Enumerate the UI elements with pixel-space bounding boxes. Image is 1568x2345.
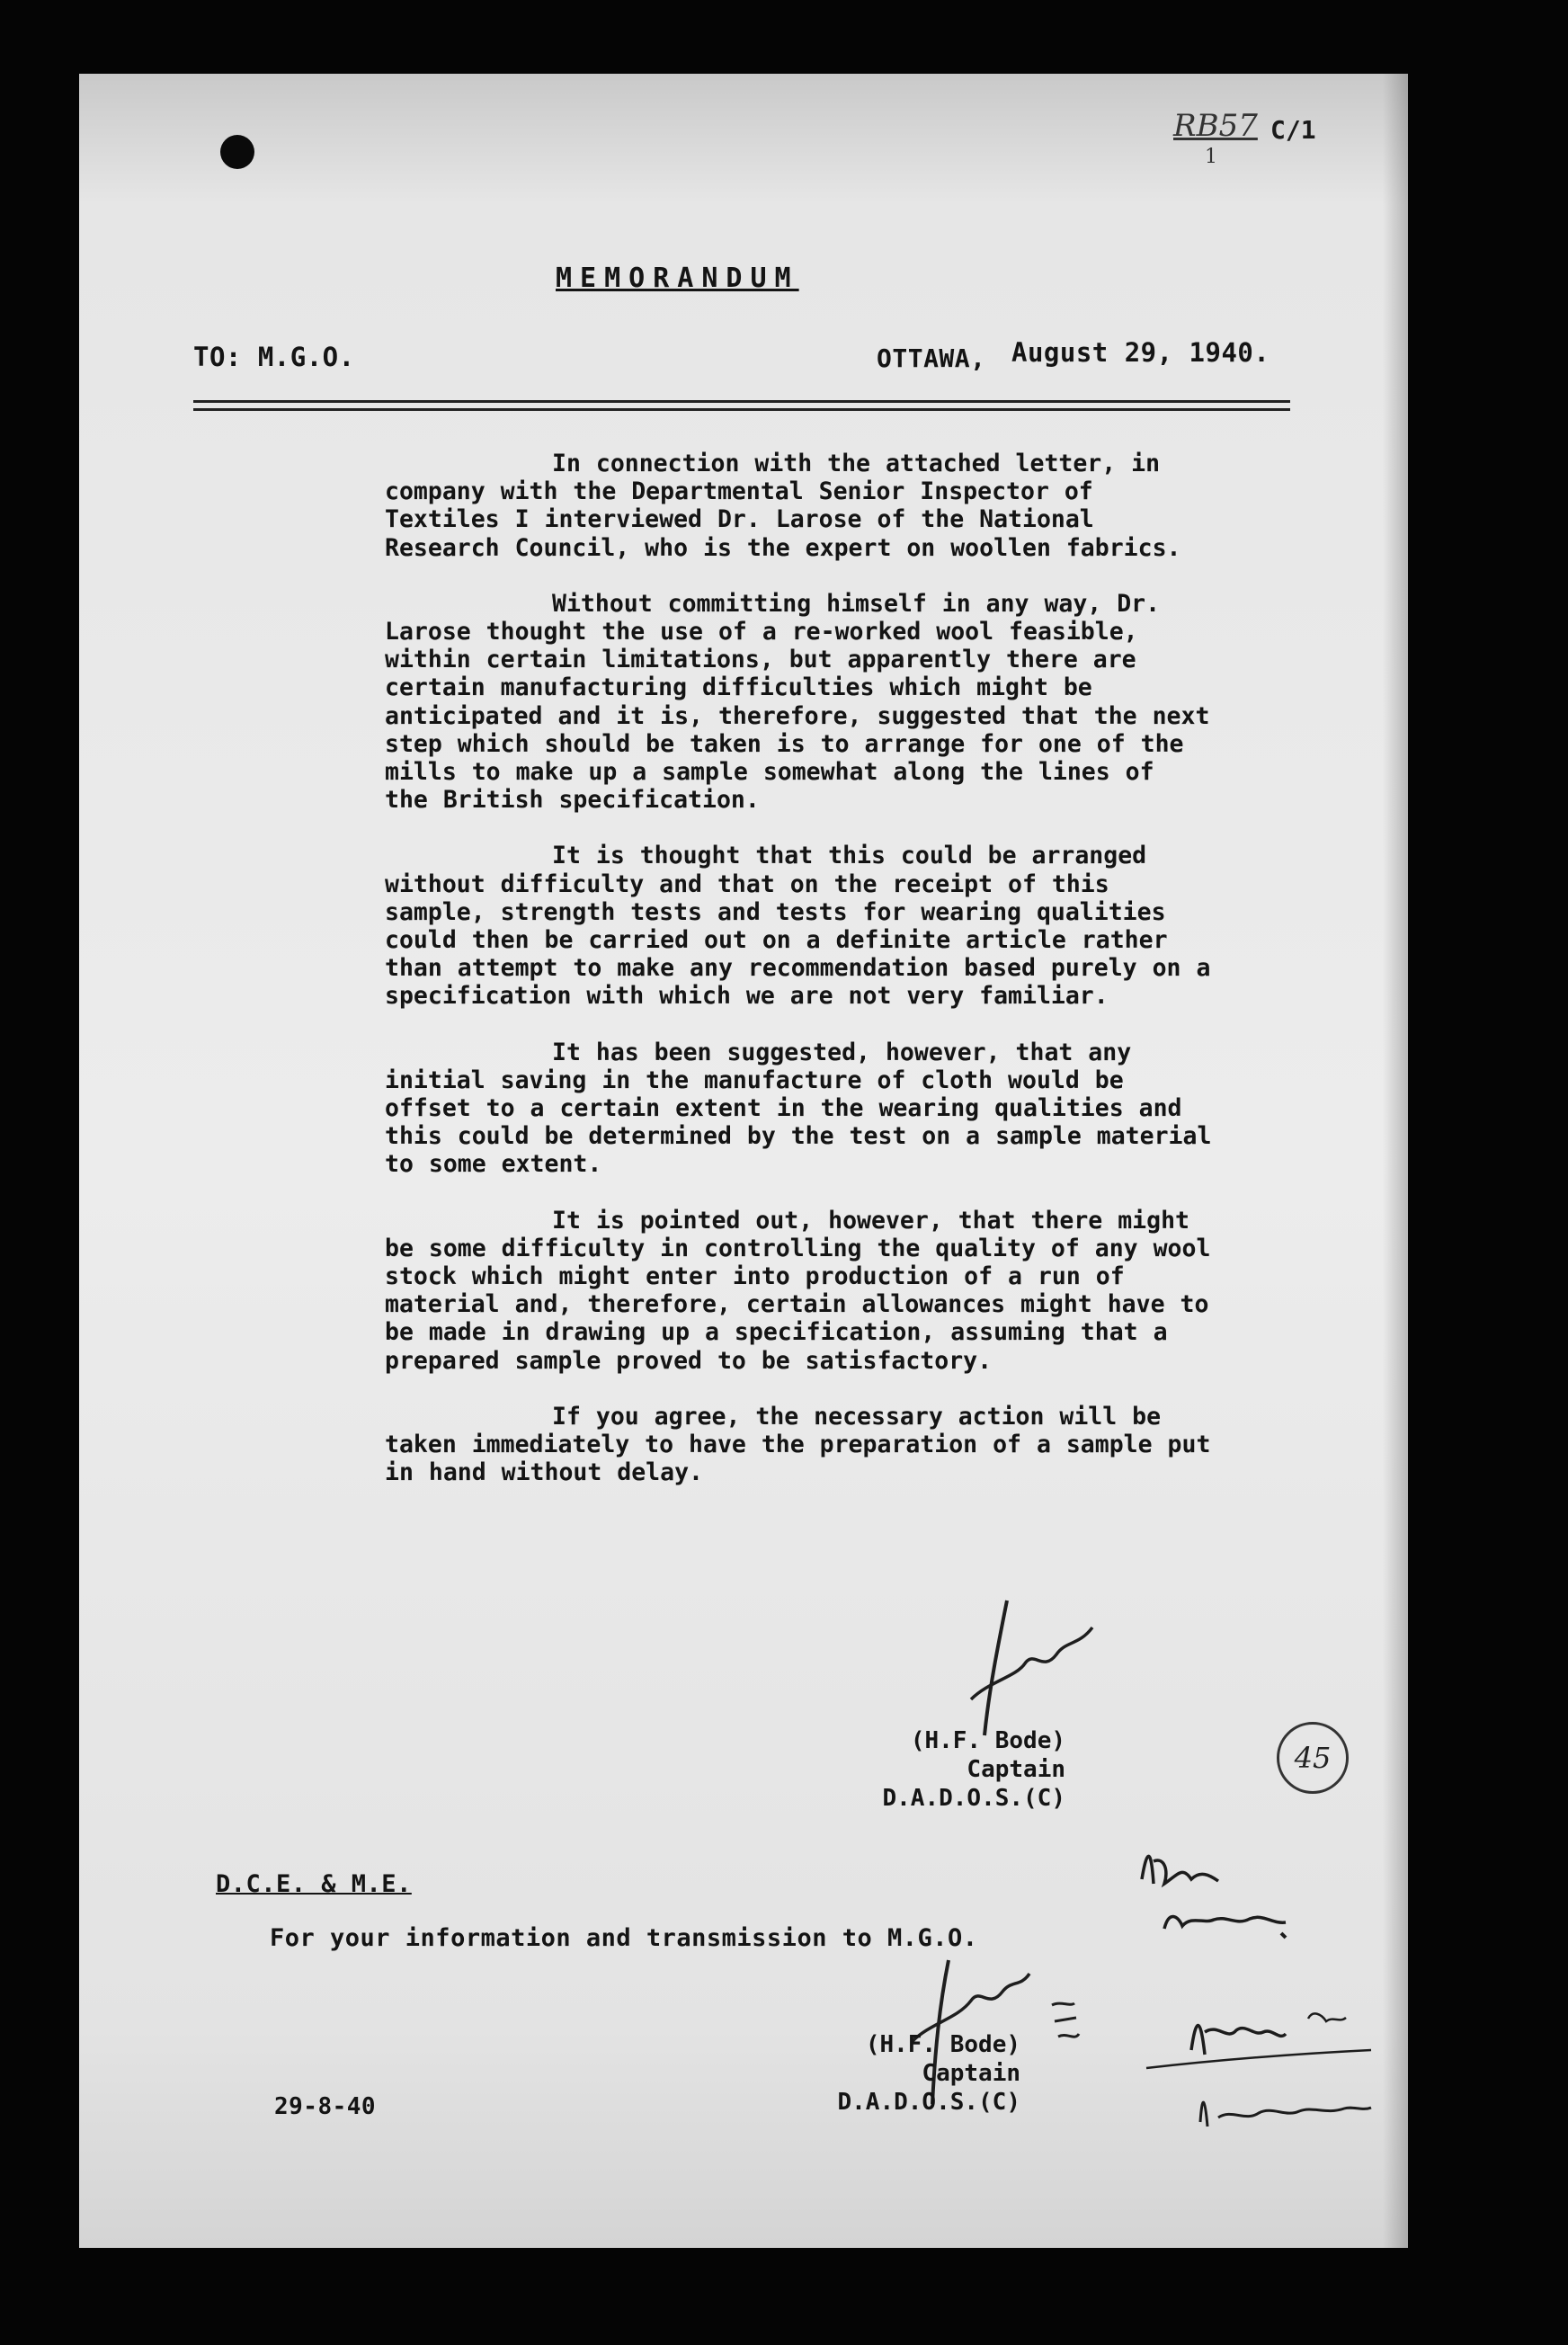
signature-block-1: [809, 1726, 1065, 1813]
body-paragraph: It has been suggested, however, that any initial saving in the manufacture of cloth would be offset to a certain extent in the wearing qualities and this could be determined by the test on a sample material to some extent.: [385, 1038, 1212, 1179]
body-paragraph: It is thought that this could be arranged without difficulty and that on the receipt of this sample, strength tests and tests for wearing qualities could then be carried out on a definite article rather than attempt to make any recommendation based purely on a specification with which we are not very familiar.: [385, 842, 1211, 1011]
memo-recipient: TO: M.G.O.: [193, 342, 355, 372]
forward-date: 29-8-40: [274, 2093, 377, 2120]
page-number-circled: 45: [1277, 1722, 1349, 1794]
signatory-rank: Captain: [967, 1756, 1065, 1783]
body-paragraph: In connection with the attached letter, in company with the Departmental Senior Inspector of Textiles I interviewed Dr. Larose of the National Research Council, who is the expert on woollen fabrics.: [385, 450, 1181, 562]
memo-title: MEMORANDUM: [556, 263, 799, 294]
signatory-title: D.A.D.O.S.(C): [837, 2089, 1020, 2116]
forward-addressee: D.C.E. & M.E.: [216, 1870, 412, 1898]
header-rule-bottom: [193, 408, 1290, 411]
memo-place: OTTAWA,: [877, 343, 986, 373]
file-code: C/1: [1270, 115, 1316, 145]
memo-date: August 29, 1940.: [1011, 337, 1270, 368]
signatory-name: (H.F. Bode): [865, 2031, 1020, 2058]
file-reference-handwritten: RB57: [1173, 108, 1258, 144]
forward-note: For your information and transmission to M.G.O.: [270, 1924, 978, 1952]
signature-block-2: [755, 2030, 1020, 2117]
file-reference-sub: 1: [1205, 146, 1217, 168]
signatory-name: (H.F. Bode): [910, 1727, 1065, 1754]
handwritten-signature-1: [935, 1592, 1115, 1744]
handwritten-margin-notes: [1128, 1825, 1398, 2158]
punch-hole: [220, 135, 254, 169]
body-paragraph: It is pointed out, however, that there might be some difficulty in controlling the quality of any wool stock which might enter into production of a run of material and, therefore, certain allowances might have to be made in drawing up a specification, assuming that a prepared sample proved to be satisfactory.: [385, 1206, 1211, 1375]
header-rule-top: [193, 400, 1290, 403]
signatory-title: D.A.D.O.S.(C): [882, 1785, 1065, 1812]
body-paragraph: If you agree, the necessary action will be taken immediately to have the preparation of a sample put in hand without delay.: [385, 1402, 1211, 1487]
body-paragraph: Without committing himself in any way, Dr. Larose thought the use of a re-worked wool feasible, within certain limitations, but apparently there are certain manufacturing difficulties which might be anticipated and it is, therefore, suggested that the next step which should be taken is to arrange for one of the mills to make up a sample somewhat along the lines of the British specification.: [385, 589, 1210, 815]
memo-body: [385, 450, 1212, 1515]
signatory-rank: Captain: [922, 2060, 1020, 2087]
